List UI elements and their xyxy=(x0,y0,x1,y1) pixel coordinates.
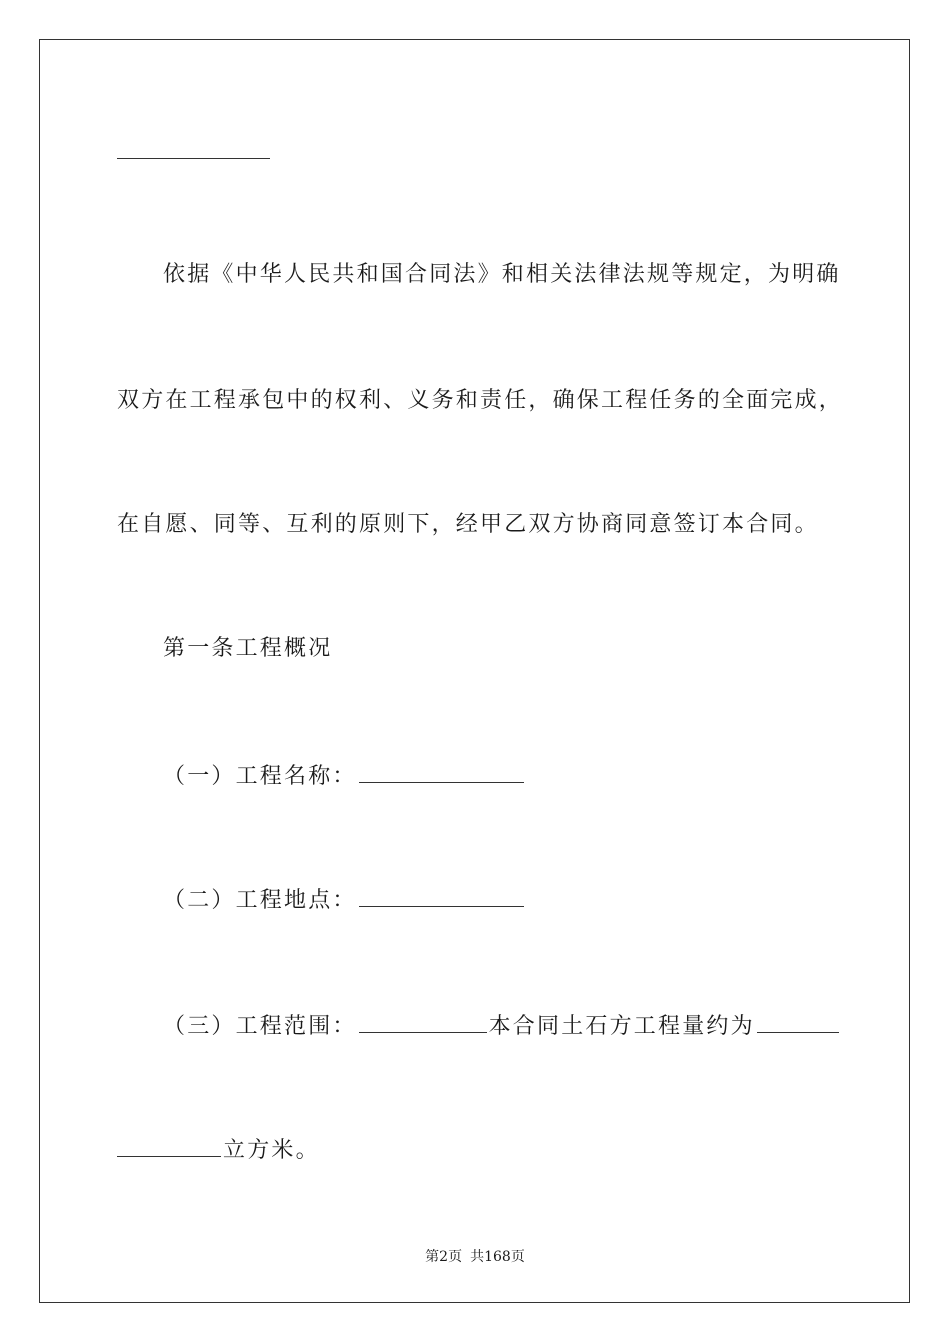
article-title: 第一条工程概况 xyxy=(163,636,333,661)
quantity-blank-1 xyxy=(757,1010,839,1033)
item-project-scope-middle: 本合同土石方工程量约为 xyxy=(488,1014,755,1039)
paragraph-line-3: 在自愿、同等、互利的原则下，经甲乙双方协商同意签订本合同。 xyxy=(117,512,819,537)
page-number: 第2页 xyxy=(425,1249,463,1265)
item-project-location-label: （二）工程地点： xyxy=(163,888,357,913)
project-scope-blank xyxy=(359,1010,487,1033)
item-project-scope-label: （三）工程范围： xyxy=(163,1014,357,1039)
project-name-blank xyxy=(359,760,524,783)
item-project-name-label: （一）工程名称： xyxy=(163,764,357,789)
paragraph-line-2: 双方在工程承包中的权利、义务和责任，确保工程任务的全面完成， xyxy=(117,388,844,413)
item-project-location xyxy=(163,884,526,916)
header-blank-line xyxy=(117,158,270,159)
item-project-scope xyxy=(163,1010,841,1042)
item-project-name xyxy=(163,760,526,792)
total-pages: 共168页 xyxy=(470,1249,525,1265)
quantity-blank-2 xyxy=(117,1134,221,1157)
project-location-blank xyxy=(359,884,524,907)
page-border xyxy=(39,39,910,1303)
paragraph-line-1: 依据《中华人民共和国合同法》和相关法律法规等规定，为明确 xyxy=(163,262,841,287)
page-footer xyxy=(0,1248,950,1266)
item-project-scope-continued xyxy=(117,1134,320,1166)
item-project-scope-suffix: 立方米。 xyxy=(223,1138,320,1163)
